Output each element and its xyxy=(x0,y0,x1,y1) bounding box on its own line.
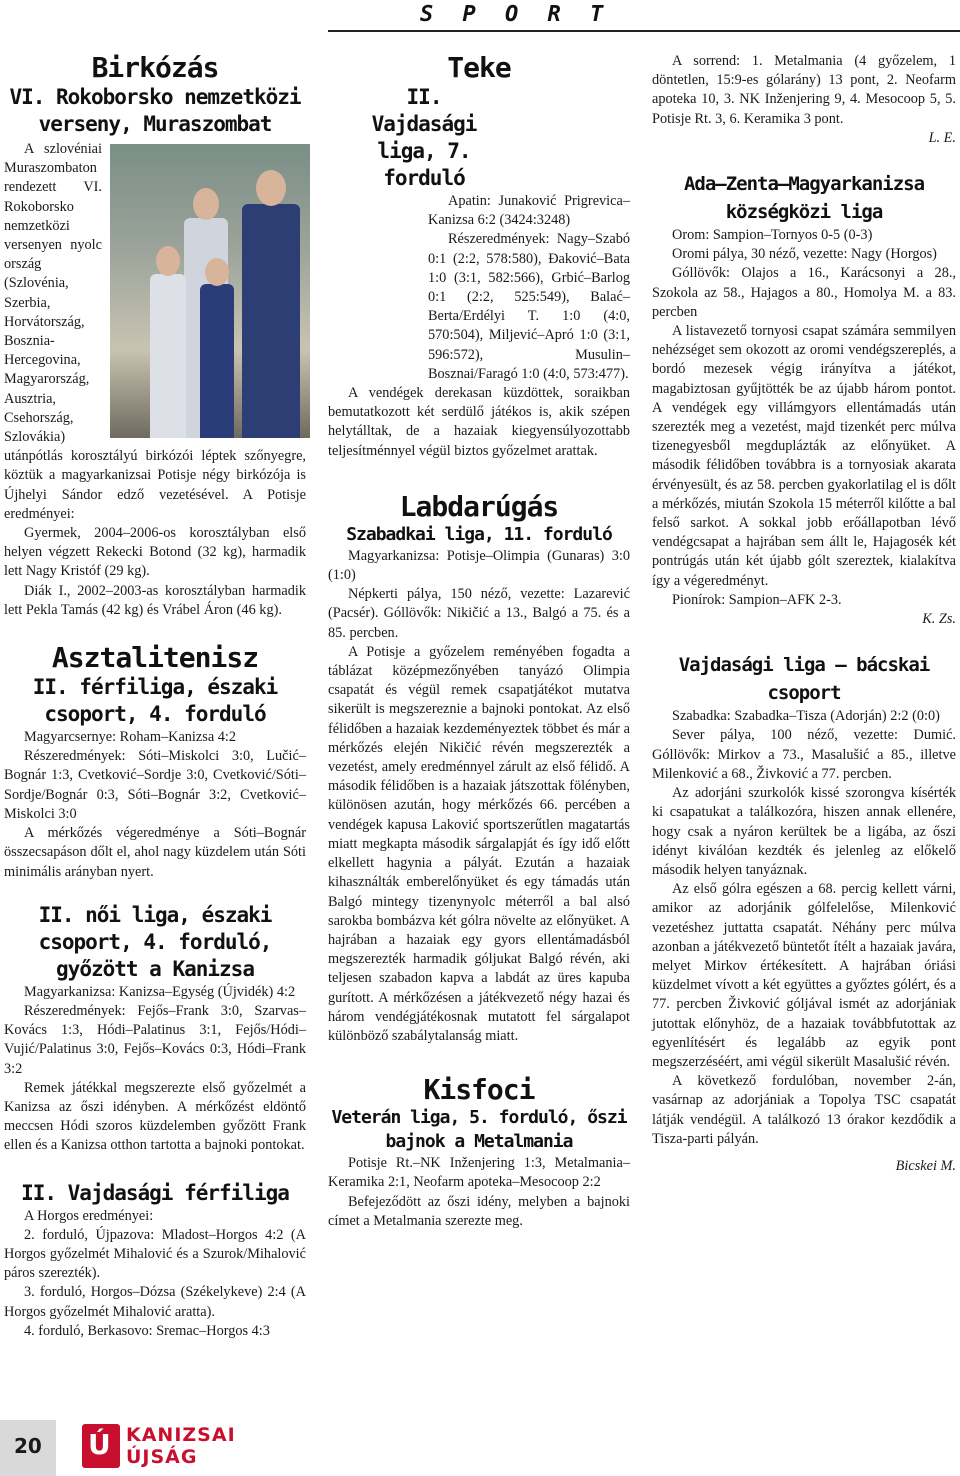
bacskai-heading: Vajdasági liga – bácskai csoport xyxy=(678,654,930,705)
asztalitenisz-subheading: II. férfiliga, északi csoport, 4. forduló xyxy=(32,675,278,727)
labdarugas-heading: Labdarúgás xyxy=(399,489,559,523)
logo-text-line2: ÚJSÁG xyxy=(126,1446,198,1468)
ada-zenta-text: Pionírok: Sampion–AFK 2-3. xyxy=(672,591,842,608)
bacskai-text: Az adorjáni szurkolók kissé szorongva kísérték ki csapatukat a találkozóra, hiszen annak ellenére, hogy csak a nyáron kerültek be a ligába, az őszi idényt kiválóan kezdték és jelenleg az előkelő második helyen tanyáznak. xyxy=(652,785,956,878)
labdarugas-subheading: Szabadkai liga, 11. forduló xyxy=(346,523,612,545)
ada-zenta-text: A listavezető tornyosi csapat számára semmilyen nehézséget sem okozott az oromi vendégszereplés, a bordó mezesek végig irányítva a játékot, magabiztosan gyűjtötték be az újabb három pontot. A vendégek egy villámgyors ellentámadás után szerezték meg a vezetést, majd tizenkét perc múlva tizenegyesből megduplázták az előnyüket. A második félidőben továbbra is a tornyosiak akarata érvényesült, és az 58. percben gyakorlatilag el is dőlt a mérkőzés, miután Szokola 15 méterről kilőtte a bal felső sarkot. A sokkal jobb erőállapotban lévő vendégcsapat a hajrában sem állt le, Hajagosék két pontrúgás után két újabb gólt szereztek, kialakítva így a végeredményt. xyxy=(652,323,956,589)
header-rule xyxy=(328,30,960,32)
author-signature: L. E. xyxy=(928,129,956,146)
column-right xyxy=(652,52,956,1176)
kisfoci-standings: A sorrend: 1. Metalmania (4 győzelem, 1 döntetlen, 15:9-es gólarány) 13 pont, 2. Neofarm apoteka 10, 3. NK Inženjering 9, 4. Mesocoop 5, 5. Potisje Rt. 3, 6. Keramika 3 pont. xyxy=(652,53,956,127)
noi-liga-subheading: II. női liga, északi csoport, 4. forduló, győzött a Kanizsa xyxy=(38,902,272,981)
labdarugas-text: Népkerti pálya, 150 néző, vezette: Lazarević (Pacsér). Góllövők: Nikičić a 13., Balgó a 75. és a 85. percben. xyxy=(328,586,630,641)
birkozas-text: Gyermek, 2004–2006-os korosztályban első helyen végzett Rekecki Botond (32 kg), harmadik lett Nagy Kristóf (29 kg). xyxy=(4,525,306,580)
author-signature: K. Zs. xyxy=(922,611,956,628)
teke-text: Apatin: Junaković Prigrevica–Kanizsa 6:2 (3424:3248) xyxy=(428,193,630,229)
bacskai-text: A következő fordulóban, november 2-án, vasárnap az adorjániak a Topolya TSC csapatát látják vendégül. A találkozó 13 órakor kezdődik a Tisza-parti pályán. xyxy=(652,1073,956,1147)
vajdasagi-text: A Horgos eredményei: xyxy=(24,1207,154,1224)
wrestlers-photo xyxy=(110,144,310,438)
vajdasagi-text: 3. forduló, Horgos–Dózsa (Székelykeve) 2:4 (A Horgos győzelmét Mihalović aratta). xyxy=(4,1284,306,1320)
publication-logo xyxy=(82,1422,252,1472)
bacskai-text: Sever pálya, 100 néző, vezette: Dumić. Góllövők: Mirkov a 73., Masalušić a 85., illetve Milenković a 68., Živković a 77. percben. xyxy=(652,727,956,782)
noi-liga-text: Magyarkanizsa: Kanizsa–Egység (Újvidék) 4:2 xyxy=(24,983,296,1000)
teke-text: Részeredmények: Nagy–Szabó 0:1 (2:2, 578:580), Đaković–Bata 1:0 (3:1, 582:566), Grbić–Barlog 0:1 (2:2, 525:549), Balać–Berta/Erdélyi T. 1:0 (4:0, 570:504), Miljević–Apró 1:0 (3:1, 596:572), Musulin–Bosznai/Faragó 1:0 (4:0, 573:477). xyxy=(428,231,630,382)
kisfoci-heading: Kisfoci xyxy=(423,1073,535,1107)
asztalitenisz-heading: Asztalitenisz xyxy=(51,641,259,675)
logo-mark xyxy=(82,1424,120,1468)
asztalitenisz-text: Részeredmények: Sóti–Miskolci 3:0, Lučić–Bognár 1:3, Cvetković–Sordje 3:0, Cvetković/Sóti–Sordje/Bognár 0:3, Sóti–Bognár 3:2, Cvetković–Miskolci 3:0 xyxy=(4,748,306,822)
column-left xyxy=(4,52,306,1341)
vajdasagi-text: 4. forduló, Berkasovo: Sremac–Horgos 4:3 xyxy=(24,1322,270,1339)
photo-figure xyxy=(200,284,234,438)
photo-figure xyxy=(150,274,186,438)
ada-zenta-text: Góllövők: Olajos a 16., Karácsonyi a 28., Szokola az 58., Hajagos a 80., Homolya M. a 83. percben xyxy=(652,265,956,320)
ada-zenta-text: Orom: Sampion–Tornyos 0-5 (0-3) xyxy=(672,227,873,244)
ada-zenta-heading: Ada–Zenta–Magyarkanizsa községközi liga xyxy=(683,173,925,224)
noi-liga-text: Remek játékkal megszerezte első győzelmét a Kanizsa az őszi idényben. A mérkőzést eldöntő meccsen Hódi szoros küzdelemben győzött Frank ellen és a Kanizsa otthon tartotta a bajnoki pontokat. xyxy=(4,1079,306,1154)
photo-figure xyxy=(242,204,300,438)
kisfoci-subheading: Veterán liga, 5. forduló, őszi bajnok a Metalmania xyxy=(331,1107,627,1153)
author-signature: Bicskei M. xyxy=(895,1157,956,1174)
labdarugas-text: Magyarkanizsa: Potisje–Olimpia (Gunaras) 3:0 (1:0) xyxy=(328,547,630,584)
bacskai-text: Szabadka: Szabadka–Tisza (Adorján) 2:2 (0:0) xyxy=(672,708,940,725)
birkozas-heading: Birkózás xyxy=(91,51,219,84)
noi-liga-text: Részeredmények: Fejős–Frank 3:0, Szarvas–Kovács 1:3, Hódi–Palatinus 3:1, Fejős/Hódi–Vujić/Palatinus 3:0, Fejős–Kovács 0:3, Hódi–Frank 3:2 xyxy=(4,1002,306,1077)
teke-text: A vendégek derekasan küzdöttek, soraikban bemutatkozott két serdülő játékos is, akik szépen helytálltak, de a hazaiak kiegyensúlyozottabb teljesítménnyel végül biztos győzelmet arattak. xyxy=(328,385,630,459)
birkozas-subheading: VI. Rokoborsko nemzetközi verseny, Muraszombat xyxy=(9,85,301,136)
teke-subheading: II. Vajdasági liga, 7. forduló xyxy=(371,85,477,190)
asztalitenisz-text: A mérkőzés végeredménye a Sóti–Bognár összecsapáson dőlt el, ahol nagy küzdelem után Sóti minimális arányban nyert. xyxy=(4,825,306,880)
bacskai-text: Az első gólra egészen a 68. percig kellett várni, amikor az adorjánik gólfelelőse, Milenković vezetéshez juttatta csapatát. Néhány perc múlva azonban a játékvezető büntetőt ítélt a hazaiak javára, melyet Mirkov értékesített. A hajrában óriási küzdelmet vívott a két együttes a győztes gólért, és a 77. percben Živković góljával ismét az adorjániak jutottak előnyhöz, de a hazaiak továbbfutottak az egyenlítésért és legalább az egyik pont megszerzéséért, ami végül sikerült Masalušić révén. xyxy=(652,881,956,1070)
kisfoci-text: Befejeződött az őszi idény, melyben a bajnoki címet a Metalmania szerezte meg. xyxy=(328,1193,630,1229)
column-middle xyxy=(328,52,630,1231)
birkozas-text: Diák I., 2002–2003-as korosztályban harmadik lett Pekla Tamás (42 kg) és Vrábel Áron (46 kg). xyxy=(4,582,306,618)
ada-zenta-text: Oromi pálya, 30 néző, vezette: Nagy (Horgos) xyxy=(672,246,937,263)
labdarugas-text: A Potisje a győzelem reményében fogadta a táblázat középmezőnyében tanyázó Olimpia csapatát és végül remek csapatjátékot mutatva sikerült is megszereznie a bajnoki pontokat. Az első félidőben a hazaiak kezdeményeztek többet és már a mérkőzés elején Nikičić révén megszerezték a vezetést, amely eredménnyel zárult az első félidő. A második félidőben is a hazaiak játszottak fölényben, különösen azután, hogy mérkőzés 66. percében a vendégek kapusa Laković sportszerűtlen magatartás miatt megkapta második sárgalapját és így idő előtt elkellett hagynia a pályát. Ezután a hazaiak kihasználták emberelőnyüket és egy támadás után Balgó mintegy tizenynyolc méterről a bal alsó sarokba bombázva két gólra növelte az előnyüket. A hajrában a hazaiak egy gyors ellentámadásból megszerezték harmadik góljukat Balgó révén, aki teljesen szabadon kapva a labdát az üres kapuba gurított. A mérkőzésen a játékvezető négy hazai és három vendégjátékosnak mutatott fel sárgalapot különböző szabálytalanság miatt. xyxy=(328,643,630,1044)
birkozas-text: A szlovéniai Muraszombaton rendezett VI. Rokoborsko nemzetközi versenyen nyolc ország (Szlovénia, Szerbia, Horvátország, Bosznia-Hercegovina, Magyarország, Ausztria, Csehország, Szlovákia) utánpótlás korosztályú birkózói léptek szőnyegre, köztük a magyarkanizsai Potisje négy birkózója is Újhelyi Sándor edző vezetésével. A Potisje eredményei: xyxy=(4,141,306,522)
section-header xyxy=(328,0,960,28)
page-number: 20 xyxy=(14,1434,42,1458)
kisfoci-text: Potisje Rt.–NK Inženjering 1:3, Metalmania–Keramika 2:1, Neofarm apoteka–Mesocoop 2:2 xyxy=(328,1155,630,1191)
logo-mark-letter: Ú xyxy=(88,1428,111,1461)
vajdasagi-text: 2. forduló, Újpazova: Mladost–Horgos 4:2 (A Horgos győzelmét Mihalović és a Szurok/Mihalović páros szerezték). xyxy=(4,1226,306,1282)
logo-text-line1: KANIZSAI xyxy=(126,1424,236,1446)
vajdasagi-ferfiliga-subheading: II. Vajdasági férfiliga xyxy=(21,1180,289,1205)
section-title: S P O R T xyxy=(420,2,612,27)
asztalitenisz-text: Magyarcsernye: Roham–Kanizsa 4:2 xyxy=(24,729,237,746)
page-number-box xyxy=(0,1420,56,1476)
teke-heading: Teke xyxy=(447,51,511,84)
